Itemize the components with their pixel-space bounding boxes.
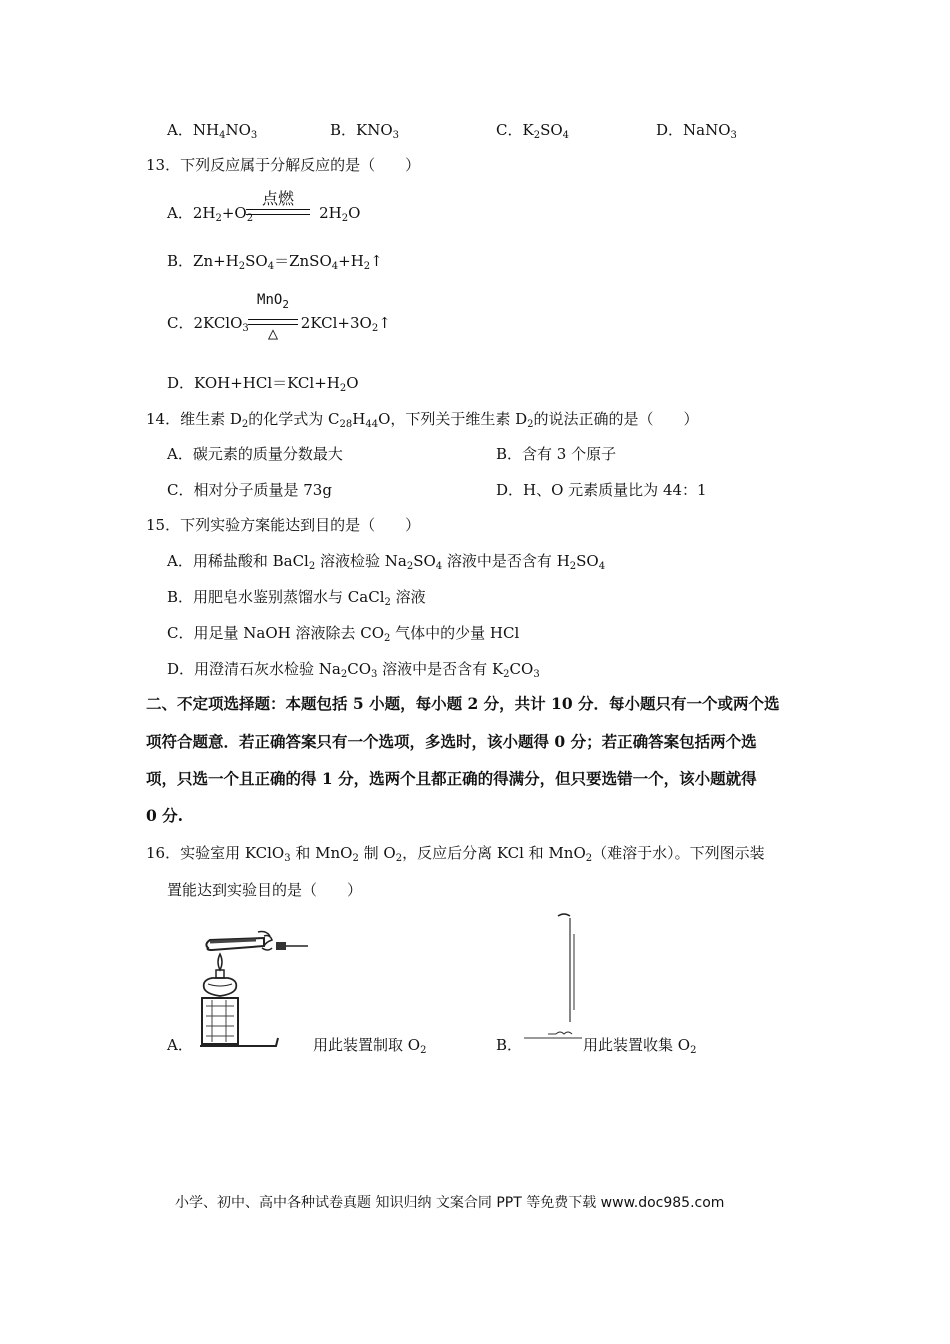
q16-option-b-label: B． [496,1036,523,1054]
section2-line2: 项符合题意．若正确答案只有一个选项，多选时，该小题得 0 分；若正确答案包括两个选 [146,732,757,751]
q16-figure-a-heating-apparatus [196,926,314,1056]
q16-option-a-label: A． [167,1036,193,1054]
q13-c-condition-top: MnO$_2$ [257,292,289,311]
q13-stem: 13．下列反应属于分解反应的是（ ） [146,156,421,174]
q14-option-c: C．相对分子质量是 73g [167,481,332,499]
q15-option-a: A．用稀盐酸和 BaCl$_2$ 溶液检验 $Na_2SO_4$ 溶液中是否含有 $H_2SO_4$ [167,552,606,572]
q13-option-a: A．$2H_2+O_2$ $2H_2O$ [167,204,361,224]
q15-option-c: C．用足量 NaOH 溶液除去 $CO_2$ 气体中的少量 HCl [167,624,520,644]
q16-stem-line2: 置能达到实验目的是（ ） [167,881,363,899]
q13-a-condition: 点燃 [261,189,294,208]
q13-option-d: D．$KOH+HCl=KCl+H_2O$ [167,374,359,394]
q13-option-b: B．$Zn+H_2SO_4=ZnSO_4+H_2↑$ [167,252,383,272]
q14-option-d: D．H、O 元素质量比为 44：1 [496,481,707,499]
q14-option-a: A．碳元素的质量分数最大 [167,445,343,463]
q14-stem: 14．维生素 $D_2$的化学式为 $C_{28}H_{44}O$，下列关于维生素 $D_2$的说法正确的是（ ） [146,410,699,430]
section2-line4: 0 分. [146,806,184,825]
q15-option-d: D．用澄清石灰水检验 $Na_2CO_3$ 溶液中是否含有 $K_2CO_3$ [167,660,540,680]
q13-c-condition-bottom: △ [267,324,279,344]
q12-option-a: A．$NH_4NO_3$ [167,121,258,141]
page-footer: 小学、初中、高中各种试卷真题 知识归纳 文案合同 PPT 等免费下载 www.doc985.com [175,1195,725,1211]
q12-option-c: C．$K_2SO_4$ [496,121,570,141]
q16-stem-line1: 16．实验室用 KClO$_3$ 和 MnO$_2$ 制 $O_2$，反应后分离 KCl 和 MnO$_2$（难溶于水）。下列图示装 [146,844,765,864]
q14-option-b: B．含有 3 个原子 [496,445,617,463]
q12-option-b: B．$KNO_3$ [330,121,400,141]
q16-option-b-text: 用此装置收集 $O_2$ [583,1036,697,1056]
q15-option-b: B．用肥皂水鉴别蒸馏水与 CaCl$_2$ 溶液 [167,588,426,608]
q12-option-d: D．NaNO$_3$ [656,121,737,141]
q13-a-equals-sign [246,209,310,215]
q15-stem: 15．下列实验方案能达到目的是（ ） [146,516,421,534]
q16-option-a-text: 用此装置制取 $O_2$ [313,1036,427,1056]
section2-line1: 二、不定项选择题：本题包括 5 小题，每小题 2 分，共计 10 分．每小题只有一个或两个选 [146,694,780,713]
q16-figure-b-collection-apparatus [522,910,586,1050]
section2-line3: 项，只选一个且正确的得 1 分，选两个且都正确的得满分，但只要选错一个，该小题就得 [146,769,757,788]
q13-option-c: C．2KClO$_3$ $2KCl+3O_2↑$ [167,314,391,334]
